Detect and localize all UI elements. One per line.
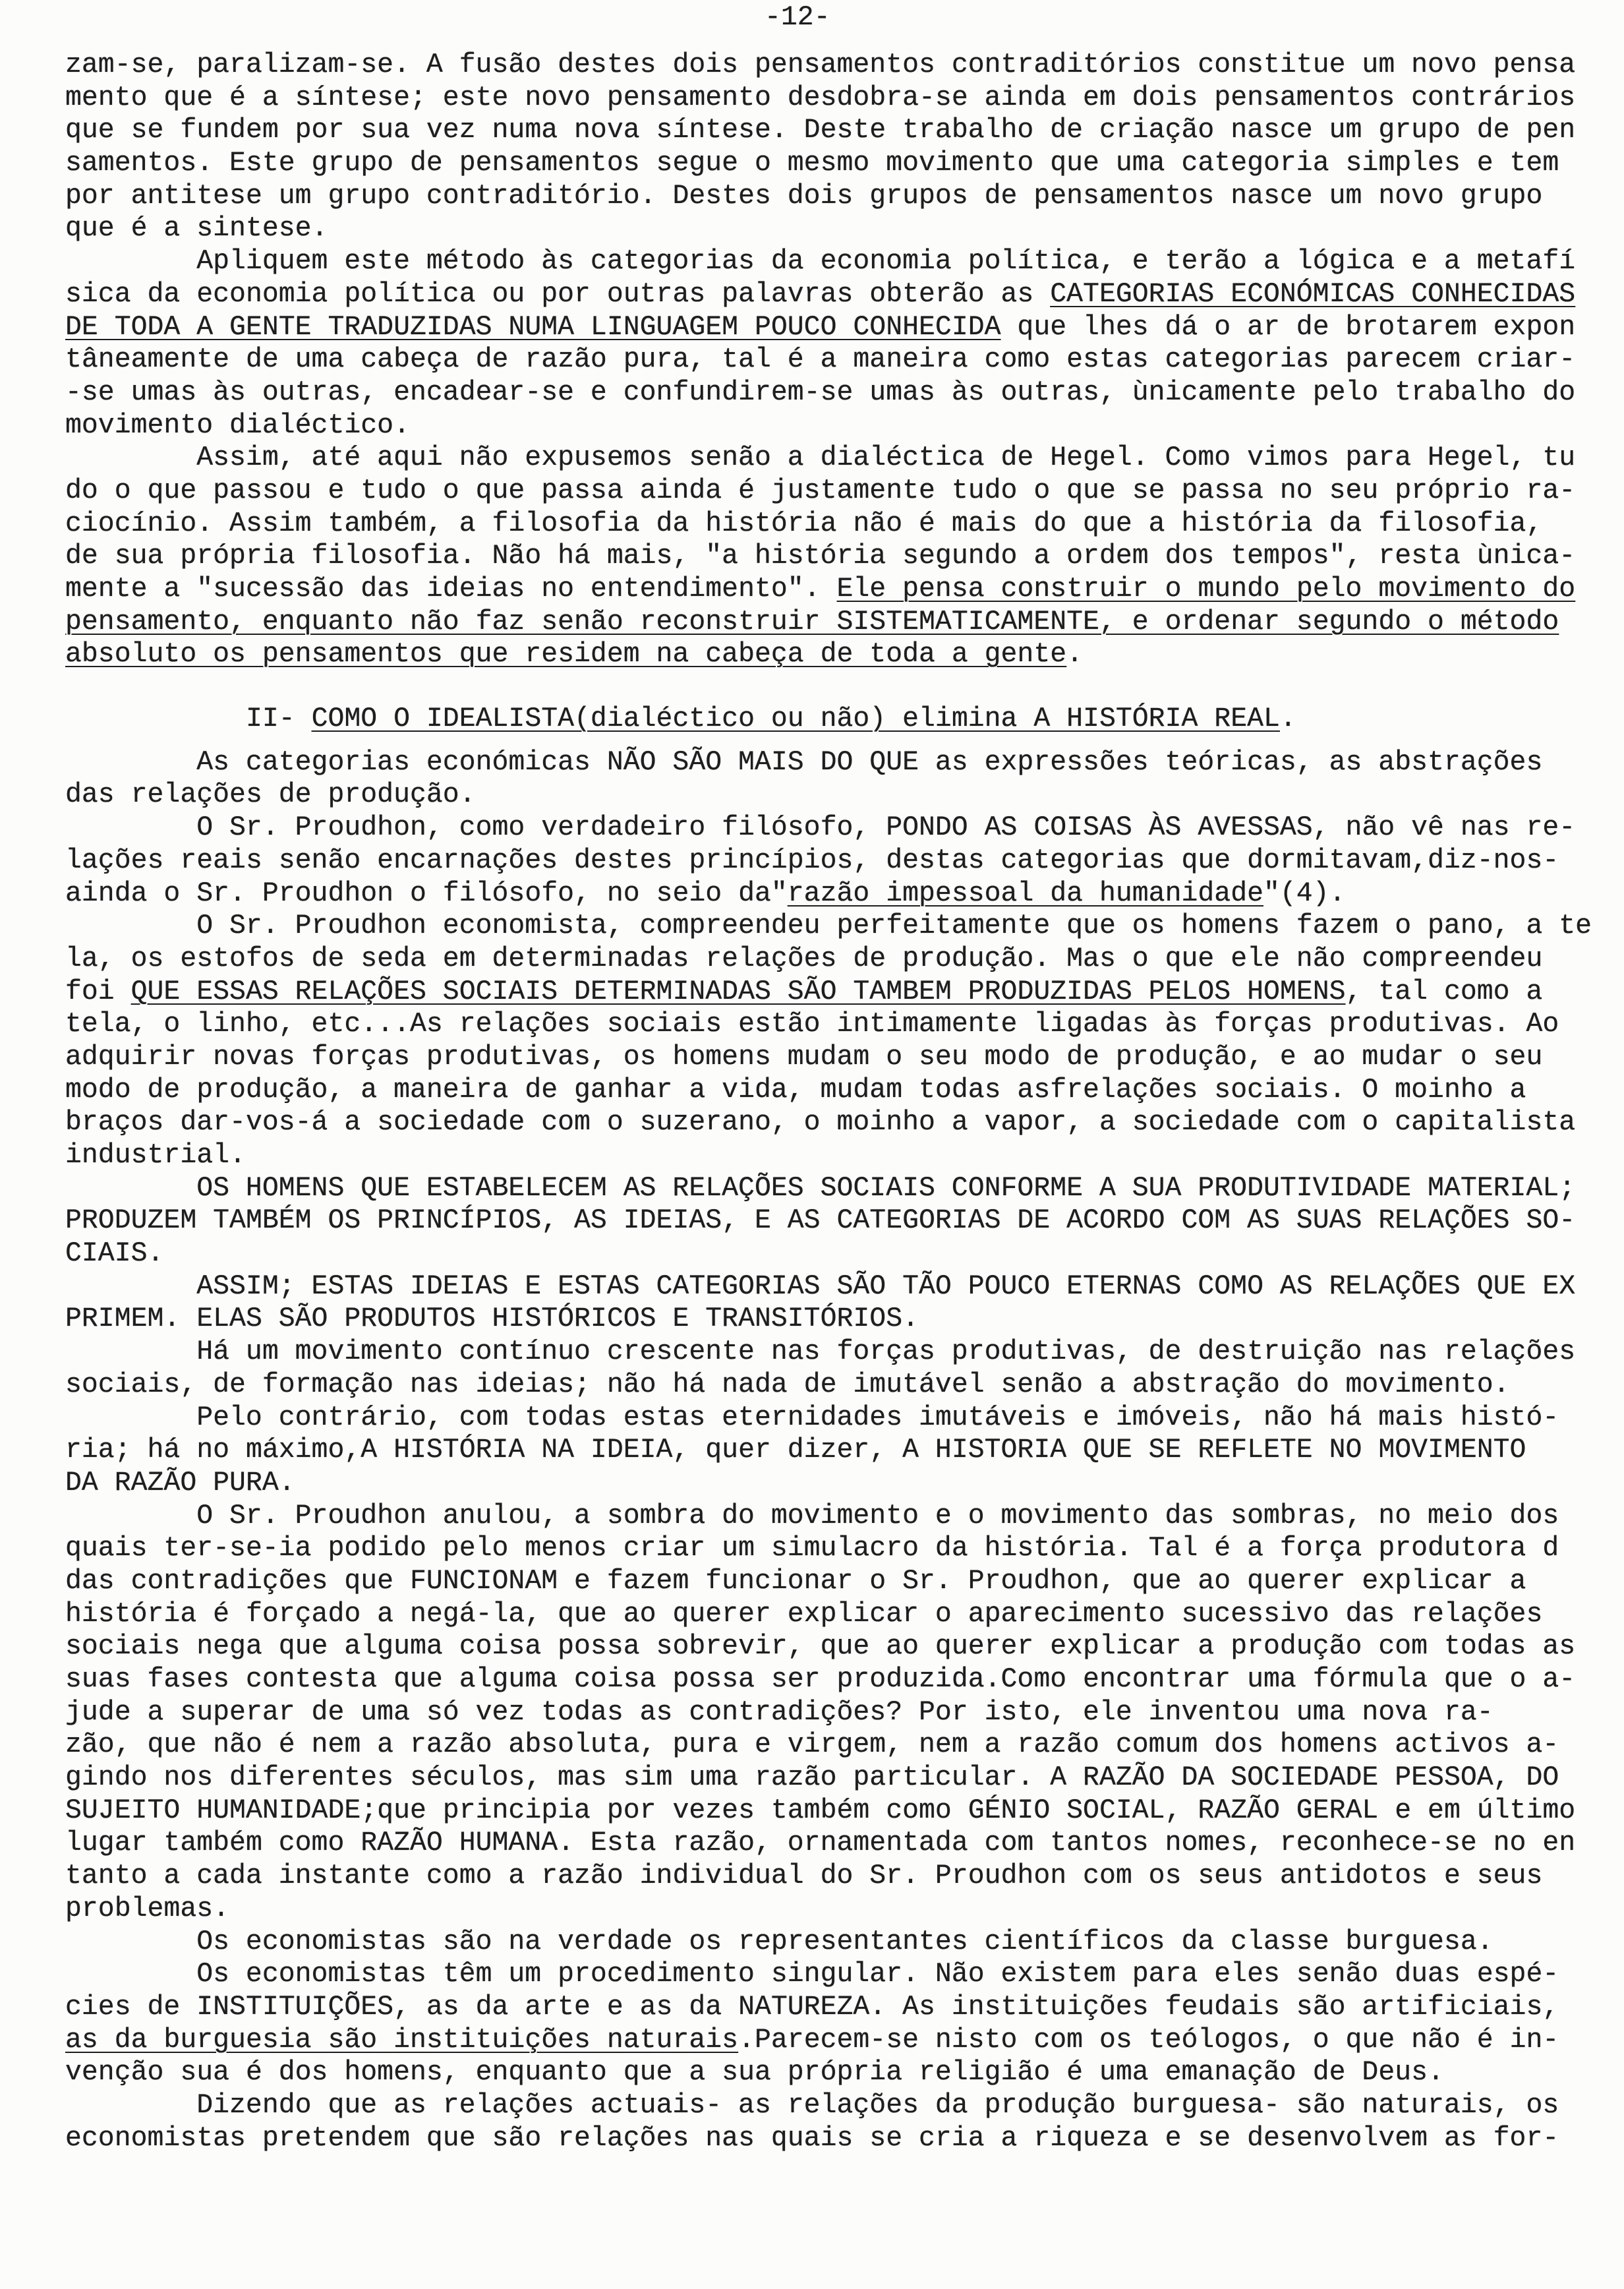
- text-line: [65, 311, 1601, 344]
- text-run: que é a sintese.: [65, 213, 328, 245]
- paragraph: [65, 1172, 1601, 1270]
- text-run: Assim, até aqui não expusemos senão a dialéctica de Hegel. Como vimos para Hegel, tu: [196, 442, 1576, 474]
- page-number: -12-: [765, 2, 830, 33]
- paragraph: [65, 2089, 1601, 2155]
- text-run: gindo nos diferentes séculos, mas sim uma razão particular. A RAZÃO DA SOCIEDADE PESSOA, DO: [65, 1762, 1559, 1794]
- text-line: [65, 245, 1601, 278]
- paragraph: [65, 1500, 1601, 1926]
- text-run: II-: [245, 703, 312, 735]
- paragraph: [65, 1958, 1601, 2089]
- text-line: [65, 1532, 1601, 1565]
- text-run: foi: [65, 976, 131, 1007]
- text-run: samentos. Este grupo de pensamentos segue o mesmo movimento que uma categoria simples e tem: [65, 148, 1559, 179]
- text-run: venção sua é dos homens, enquanto que a sua própria religião é uma emanação de Deus.: [65, 2057, 1444, 2089]
- text-run: , tal como a: [1345, 976, 1543, 1007]
- section-1: [65, 49, 1601, 671]
- text-run: ria; há no máximo,A HISTÓRIA NA IDEIA, quer dizer, A HISTORIA QUE SE REFLETE NO MOVIMENTO: [65, 1435, 1526, 1466]
- text-run: zam-se, paralizam-se. A fusão destes dois pensamentos contraditórios constitue um novo pensa: [65, 49, 1576, 80]
- text-run: CIAIS.: [65, 1238, 164, 1270]
- text-run: tanto a cada instante como a razão individual do Sr. Proudhon com os seus antidotos e seus: [65, 1860, 1543, 1892]
- text-line: [65, 943, 1601, 976]
- text-run: adquirir novas forças produtivas, os homens mudam o seu modo de produção, e ao mudar o seu: [65, 1041, 1543, 1073]
- underlined-text: absoluto os pensamentos que residem na cabeça de toda a gente: [65, 639, 1067, 670]
- paragraph: [65, 1270, 1601, 1336]
- text-run: Os economistas são na verdade os representantes científicos da classe burguesa.: [196, 1926, 1494, 1957]
- underlined-text: razão impessoal da humanidade: [787, 877, 1263, 909]
- text-line: [65, 2024, 1601, 2057]
- text-line: [65, 1860, 1601, 1893]
- text-run: tela, o linho, etc...As relações sociais estão intimamente ligadas às forças produtivas. Ao: [65, 1009, 1559, 1040]
- text-line: [65, 1041, 1601, 1074]
- text-line: [65, 638, 1601, 671]
- text-run: la, os estofos de seda em determinadas relações de produção. Mas o que ele não compreendeu: [65, 943, 1543, 974]
- text-run: industrial.: [65, 1140, 246, 1171]
- text-line: [65, 1729, 1601, 1762]
- text-line: [65, 147, 1601, 180]
- text-line: [65, 1827, 1601, 1860]
- text-line: [65, 278, 1601, 311]
- text-line: [65, 1204, 1601, 1237]
- text-run: "(4).: [1263, 877, 1346, 909]
- text-run: ciocínio. Assim também, a filosofia da história não é mais do que a história da filosofia,: [65, 508, 1543, 539]
- text-line: [65, 2089, 1601, 2122]
- text-line: [65, 1500, 1601, 1533]
- paragraph: [65, 746, 1601, 812]
- text-line: [65, 1402, 1601, 1435]
- paragraph: [65, 910, 1601, 1172]
- text-line: [65, 1762, 1601, 1795]
- text-line: [65, 475, 1601, 508]
- text-run: quais ter-se-ia podido pelo menos criar um simulacro da história. Tal é a força produtora d: [65, 1533, 1559, 1564]
- underlined-text: pensamento, enquanto não faz senão reconstruir SISTEMATICAMENTE, e ordenar segundo o método: [65, 606, 1559, 638]
- text-run: sociais, de formação nas ideias; não há nada de imutável senão a abstração do movimento.: [65, 1369, 1510, 1400]
- text-line: [65, 573, 1601, 606]
- text-run: lações reais senão encarnações destes princípios, destas categorias que dormitavam,diz-nos-: [65, 845, 1559, 876]
- text-run: braços dar-vos-á a sociedade com o suzerano, o moinho a vapor, a sociedade com o capitalista: [65, 1107, 1576, 1139]
- text-run: zão, que não é nem a razão absoluta, pura e virgem, nem a razão comum dos homens activos a-: [65, 1729, 1559, 1761]
- text-run: cies de INSTITUIÇÕES, as da arte e as da NATUREZA. As instituições feudais são artificiais,: [65, 1991, 1559, 2023]
- text-line: [65, 114, 1601, 147]
- text-line: [65, 442, 1601, 475]
- text-line: [65, 812, 1601, 845]
- text-run: Dizendo que as relações actuais- as relações da produção burguesa- são naturais, os: [196, 2089, 1559, 2121]
- text-line: [65, 82, 1601, 115]
- text-run: mente a "sucessão das ideias no entendimento".: [65, 574, 837, 605]
- text-line: [65, 1893, 1601, 1926]
- text-line: [65, 1467, 1601, 1500]
- paragraph: [65, 1336, 1601, 1401]
- text-run: PRIMEM. ELAS SÃO PRODUTOS HISTÓRICOS E TRANSITÓRIOS.: [65, 1303, 919, 1335]
- text-line: [65, 1369, 1601, 1402]
- text-line: [65, 606, 1601, 639]
- text-line: [65, 1795, 1601, 1828]
- text-run: OS HOMENS QUE ESTABELECEM AS RELAÇÕES SOCIAIS CONFORME A SUA PRODUTIVIDADE MATERIAL;: [196, 1172, 1576, 1204]
- text-line: [65, 976, 1601, 1009]
- text-run: .Parecem-se nisto com os teólogos, o que não é in-: [738, 2024, 1559, 2056]
- text-run: do o que passou e tudo o que passa ainda é justamente tudo o que se passa no seu próprio ra-: [65, 475, 1576, 506]
- text-line: [65, 376, 1601, 409]
- text-run: modo de produção, a maneira de ganhar a vida, mudam todas asfrelações sociais. O moinho a: [65, 1074, 1526, 1106]
- text-line: [65, 212, 1601, 245]
- text-run: ainda o Sr. Proudhon o filósofo, no seio da": [65, 877, 788, 909]
- section-2: [65, 746, 1601, 2155]
- text-line: [65, 180, 1601, 213]
- text-line: [65, 2122, 1601, 2155]
- text-run: lugar também como RAZÃO HUMANA. Esta razão, ornamentada com tantos nomes, reconhece-se no en: [65, 1828, 1576, 1859]
- text-run: O Sr. Proudhon, como verdadeiro filósofo, PONDO AS COISAS ÀS AVESSAS, não vê nas re-: [196, 812, 1576, 844]
- paragraph: [65, 49, 1601, 245]
- text-run: O Sr. Proudhon anulou, a sombra do movimento e o movimento das sombras, no meio dos: [196, 1500, 1559, 1531]
- text-run: As categorias económicas NÃO SÃO MAIS DO QUE as expressões teóricas, as abstrações: [196, 746, 1543, 778]
- text-line: [65, 409, 1601, 442]
- text-line: [65, 1008, 1601, 1041]
- text-run: Pelo contrário, com todas estas eternidades imutáveis e imóveis, não há mais histó-: [196, 1402, 1559, 1433]
- underlined-text: Ele pensa construir o mundo pelo movimento do: [836, 574, 1576, 605]
- paragraph: [65, 1926, 1601, 1959]
- text-line: [65, 1565, 1601, 1598]
- text-run: que lhes dá o ar de brotarem expon: [1000, 311, 1576, 343]
- text-line: [65, 49, 1601, 82]
- paragraph: [65, 245, 1601, 442]
- text-line: [65, 1958, 1601, 1991]
- text-run: tâneamente de uma cabeça de razão pura, tal é a maneira como estas categorias parecem criar-: [65, 344, 1576, 376]
- text-line: [65, 2056, 1601, 2089]
- paragraph: [65, 1402, 1601, 1500]
- text-run: -se umas às outras, encadear-se e confundirem-se umas às outras, ùnicamente pelo trabalho do: [65, 376, 1576, 408]
- text-run: sica da economia política ou por outras palavras obterão as: [65, 278, 1051, 310]
- section-heading: [65, 703, 1601, 736]
- text-line: [65, 508, 1601, 541]
- text-run: ASSIM; ESTAS IDEIAS E ESTAS CATEGORIAS SÃO TÃO POUCO ETERNAS COMO AS RELAÇÕES QUE EX: [196, 1270, 1576, 1302]
- text-line: [65, 1172, 1601, 1205]
- text-line: [65, 1074, 1601, 1107]
- underlined-text: COMO O IDEALISTA(dialéctico ou não) elimina A HISTÓRIA REAL: [311, 703, 1280, 735]
- text-run: PRODUZEM TAMBÉM OS PRINCÍPIOS, AS IDEIAS, E AS CATEGORIAS DE ACORDO COM AS SUAS RELAÇÕES SO-: [65, 1205, 1576, 1237]
- text-run: mento que é a síntese; este novo pensamento desdobra-se ainda em dois pensamentos contrários: [65, 82, 1576, 113]
- underlined-text: CATEGORIAS ECONÓMICAS CONHECIDAS: [1050, 278, 1576, 310]
- text-run: suas fases contesta que alguma coisa possa ser produzida.Como encontrar uma fórmula que o a-: [65, 1664, 1576, 1695]
- underlined-text: DE TODA A GENTE TRADUZIDAS NUMA LINGUAGEM POUCO CONHECIDA: [65, 311, 1001, 343]
- text-line: [65, 779, 1601, 812]
- text-line: [65, 746, 1601, 779]
- text-run: .: [1279, 703, 1296, 735]
- text-line: [65, 1139, 1601, 1172]
- text-line: [65, 540, 1601, 573]
- underlined-text: QUE ESSAS RELAÇÕES SOCIAIS DETERMINADAS SÃO TAMBEM PRODUZIDAS PELOS HOMENS: [130, 976, 1346, 1007]
- text-run: jude a superar de uma só vez todas as contradições? Por isto, ele inventou uma nova ra-: [65, 1696, 1494, 1728]
- text-line: [65, 1336, 1601, 1369]
- text-run: .: [1066, 639, 1084, 670]
- typed-text-body: [65, 49, 1601, 2155]
- text-run: Há um movimento contínuo crescente nas forças produtivas, de destruição nas relações: [196, 1336, 1576, 1368]
- underlined-text: as da burguesia são instituições naturais: [65, 2024, 739, 2056]
- text-line: [65, 910, 1601, 943]
- text-line: [65, 1598, 1601, 1631]
- text-run: problemas.: [65, 1893, 230, 1924]
- text-line: [65, 1270, 1601, 1303]
- text-run: das contradições que FUNCIONAM e fazem funcionar o Sr. Proudhon, que ao querer explicar a: [65, 1565, 1526, 1597]
- paragraph: [65, 442, 1601, 671]
- paragraph: [65, 812, 1601, 910]
- text-run: Apliquem este método às categorias da economia política, e terão a lógica e a metafí: [196, 246, 1576, 278]
- text-run: economistas pretendem que são relações nas quais se cria a riqueza e se desenvolvem as for-: [65, 2122, 1559, 2154]
- text-run: que se fundem por sua vez numa nova síntese. Deste trabalho de criação nasce um grupo de pen: [65, 115, 1576, 146]
- text-line: [65, 1106, 1601, 1139]
- text-line: [65, 1434, 1601, 1467]
- text-run: O Sr. Proudhon economista, compreendeu perfeitamente que os homens fazem o pano, a te: [196, 910, 1592, 942]
- text-line: [65, 1926, 1601, 1959]
- text-run: história é forçado a negá-la, que ao querer explicar o aparecimento sucessivo das relações: [65, 1598, 1543, 1630]
- text-line: [65, 343, 1601, 376]
- text-run: Os economistas têm um procedimento singular. Não existem para eles senão duas espé-: [196, 1959, 1559, 1990]
- text-run: sociais nega que alguma coisa possa sobrevir, que ao querer explicar a produção com todas as: [65, 1631, 1576, 1663]
- text-line: [65, 1237, 1601, 1270]
- text-line: [65, 1991, 1601, 2024]
- text-line: [65, 1663, 1601, 1696]
- text-line: [65, 1630, 1601, 1663]
- text-line: [65, 877, 1601, 910]
- text-run: das relações de produção.: [65, 779, 476, 811]
- text-run: SUJEITO HUMANIDADE;que principia por vezes também como GÉNIO SOCIAL, RAZÃO GERAL e em último: [65, 1795, 1576, 1826]
- text-run: DA RAZÃO PURA.: [65, 1467, 295, 1499]
- text-line: [65, 1696, 1601, 1729]
- text-line: [65, 1303, 1601, 1336]
- text-run: movimento dialéctico.: [65, 409, 410, 441]
- text-run: por antitese um grupo contraditório. Destes dois grupos de pensamentos nasce um novo grupo: [65, 180, 1543, 212]
- text-line: [65, 845, 1601, 877]
- text-run: de sua própria filosofia. Não há mais, "a história segundo a ordem dos tempos", resta ùnica-: [65, 541, 1576, 572]
